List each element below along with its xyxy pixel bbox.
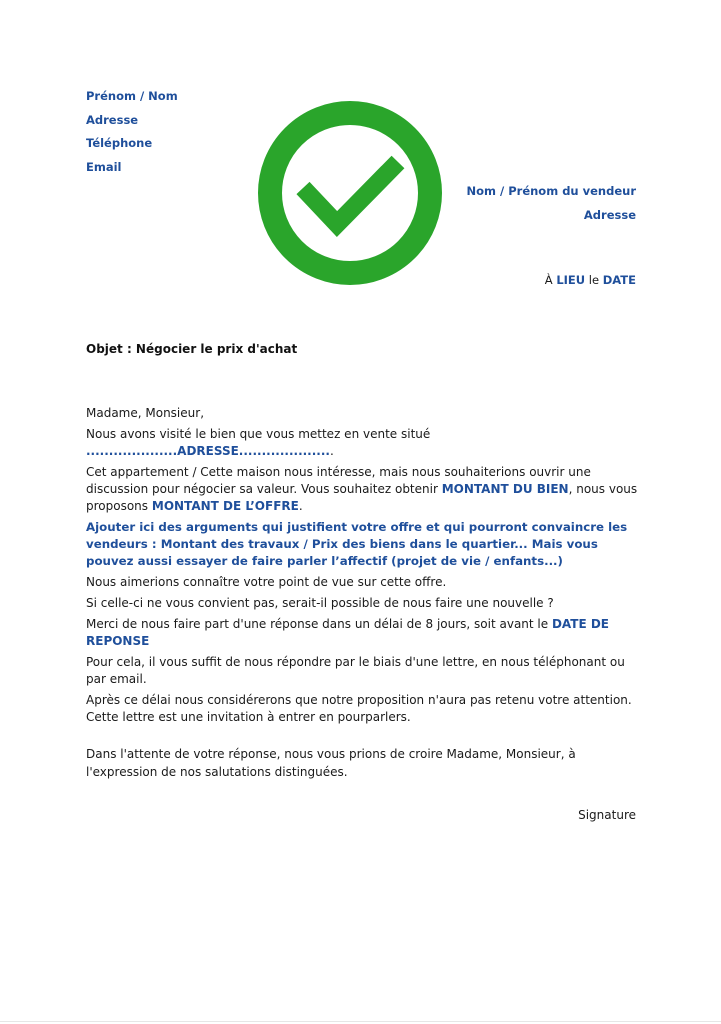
page-edge-divider [0,1021,721,1022]
deadline-text: Merci de nous faire part d'une réponse dans un délai de 8 jours, soit avant le [86,617,549,631]
new-offer: Si celle-ci ne vous convient pas, serait-il possible de nous faire une nouvelle ? [86,596,554,610]
closing-paragraph: Dans l'attente de votre réponse, nous vous prions de croire Madame, Monsieur, à l'expression de nos salutations distinguées. [86,747,576,779]
offer-paragraph [86,464,642,515]
sender-address: Adresse [86,112,139,127]
greeting: Madame, Monsieur, [86,406,205,420]
date-field: DATE [602,273,636,287]
interest-text: Cet appartement / Cette maison nous intéresse, mais nous souhaiterions ouvrir une discussion pour négocier sa valeur. Vous souhaitez obtenir [86,465,591,496]
deadline-date: DATE DE REPONSE [86,617,610,648]
sender-phone: Téléphone [86,136,153,151]
visit-text: Nous avons visité le bien que vous mettez en vente situé [86,427,431,441]
visit-paragraph [86,426,642,460]
place-prefix: À [544,273,553,287]
letter-body [86,405,642,730]
visit-end: . [329,444,334,458]
visit-address: ....................ADRESSE.................... [86,444,330,458]
check-circle-icon [257,100,443,286]
expiry-paragraph: Après ce délai nous considérerons que notre proposition n'aura pas retenu votre attention. Cette lettre est une invitation à entrer en pourparlers. [86,693,632,724]
offer-text: , nous vous proposons [86,482,638,513]
offer-end: . [298,499,303,513]
sender-email: Email [86,160,122,175]
property-amount: MONTANT DU BIEN [441,482,569,496]
arguments-paragraph: Ajouter ici des arguments qui justifient votre offre et qui pourront convaincre les vendeurs : Montant des travaux / Prix des biens dans le quartier... Mais vous pouvez aussi essayer de faire parler l’affectif (projet de vie / enfants...) [86,520,628,568]
offer-amount: MONTANT DE L’OFFRE [151,499,299,513]
point-of-view: Nous aimerions connaître votre point de vue sur cette offre. [86,575,447,589]
subject-line: Objet : Négocier le prix d'achat [86,342,298,356]
deadline-paragraph [86,616,642,650]
place-date-line [545,273,636,287]
place-field: LIEU [556,273,586,287]
recipient-address: Adresse [583,207,636,222]
date-connector: le [588,273,600,287]
recipient-block [467,180,637,227]
sender-block [86,85,178,180]
signature: Signature [578,808,636,822]
sender-name: Prénom / Nom [86,89,178,103]
recipient-name: Nom / Prénom du vendeur [466,184,636,198]
reply-means: Pour cela, il vous suffit de nous répondre par le biais d'une lettre, en nous téléphonant ou par email. [86,655,625,686]
